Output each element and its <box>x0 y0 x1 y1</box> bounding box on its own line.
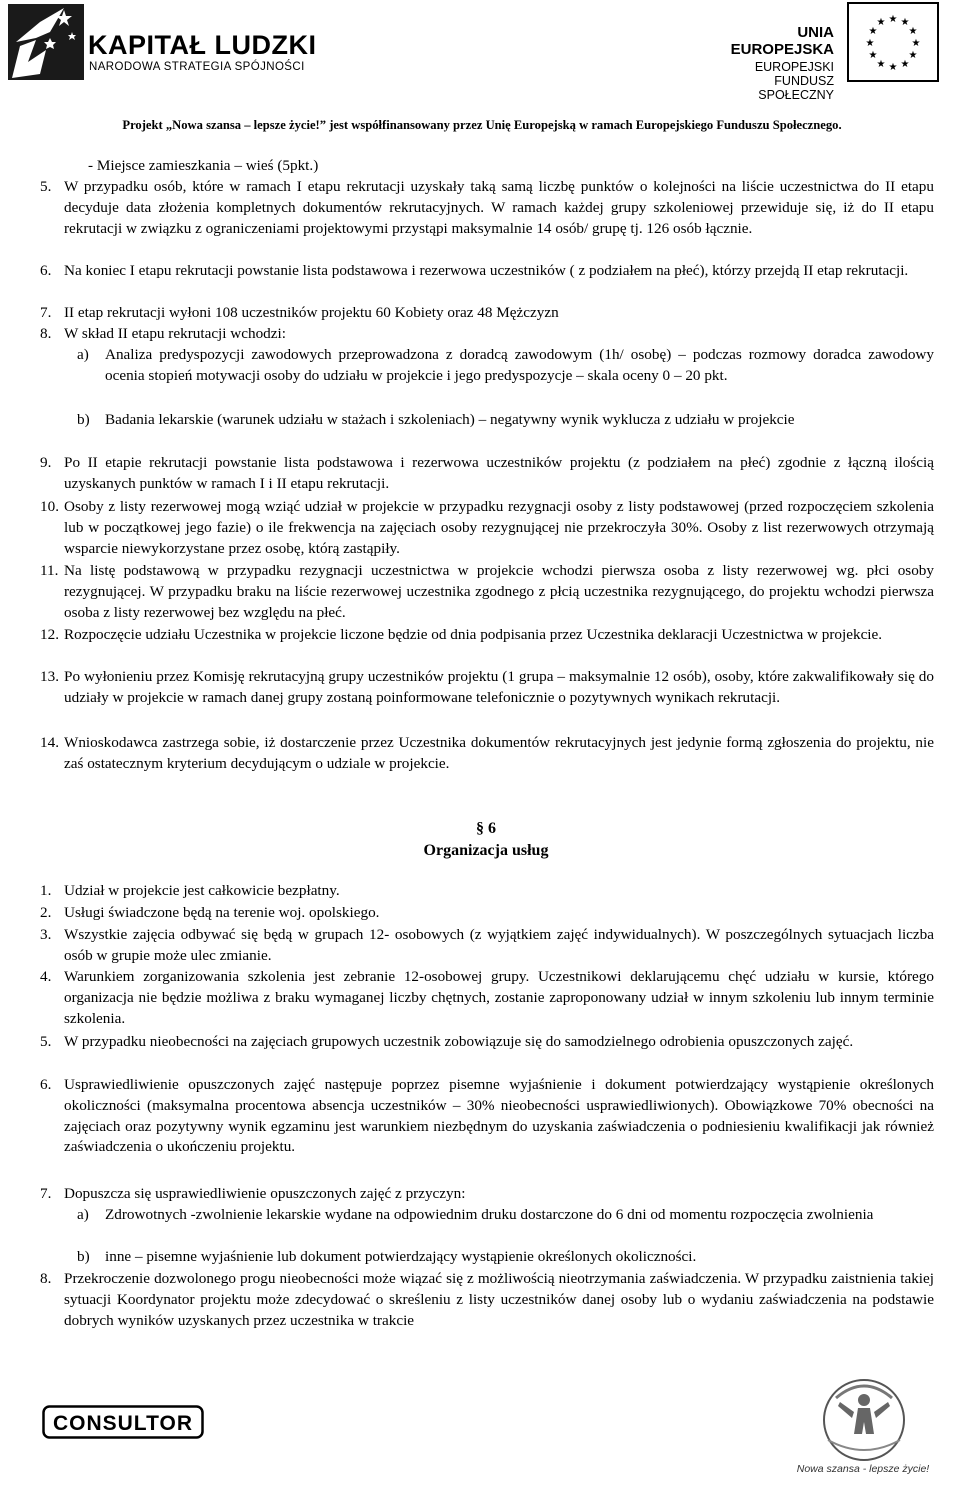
page-header <box>0 0 960 132</box>
s6-item-7a-text: Zdrowotnych -zwolnienie lekarskie wydane na odpowiednim druku dostarczone do 6 dni od momentu rozpoczęcia zwolnienia <box>105 1206 874 1223</box>
section-number: § 6 <box>476 820 496 837</box>
item-13-text: Po wyłonieniu przez Komisję rekrutacyjną grupy uczestników projektu (1 grupa – maksymalnie 12 osób), osoby, które zakwalifikowały się do udziały w projekcie w ramach danej grupy zostaną poinformowane telefonicznie o pozytywnych wynikach rekrutacji. <box>64 668 934 706</box>
item-number: 10. <box>40 498 59 515</box>
svg-text:★: ★ <box>908 50 918 61</box>
svg-text:★: ★ <box>865 38 875 49</box>
svg-text:★: ★ <box>868 26 878 37</box>
s6-item-1-text: Udział w projekcie jest całkowicie bezpłatny. <box>64 882 340 899</box>
svg-text:★: ★ <box>900 17 910 28</box>
item-number: 5. <box>40 178 52 195</box>
svg-text:Nowa szansa - lepsze życie!: Nowa szansa - lepsze życie! <box>796 1463 930 1475</box>
ue-line-1: UNIA EUROPEJSKA <box>730 24 834 58</box>
item-number: 4. <box>40 968 52 985</box>
nowa-szansa-logo <box>788 1368 938 1480</box>
item-number: 6. <box>40 262 52 279</box>
subitem-letter: a) <box>77 1206 89 1223</box>
ue-line-3: FUNDUSZ SPOŁECZNY <box>758 74 834 102</box>
s6-item-7b-text: inne – pisemne wyjaśnienie lub dokument potwierdzający wystąpienie określonych okoliczności. <box>105 1248 697 1265</box>
s6-item-7-text: Dopuszcza się usprawiedliwienie opuszczonych zajęć z przyczyn: <box>64 1185 466 1202</box>
item-9-text: Po II etapie rekrutacji powstanie lista podstawowa i rezerwowa uczestników projektu (z podziałem na płeć) zgodnie z łączną ilością uzyskanych punktów w ramach I i II etapu rekrutacji. <box>64 454 934 492</box>
item-8a-text: Analiza predyspozycji zawodowych przeprowadzona z doradcą zawodowym (1h/ osobę) – podczas rozmowy doradca zawodowy ocenia stopień motywacji osoby do udziału w projekcie i jego predyspozycje – skala oceny 0 – 20 pkt. <box>105 346 934 384</box>
s6-item-2-text: Usługi świadczone będą na terenie woj. opolskiego. <box>64 904 380 921</box>
s6-item-5-text: W przypadku nieobecności na zajęciach grupowych uczestnik zobowiązuje się do samodzielnego odrobienia opuszczonych zajęć. <box>64 1033 854 1050</box>
subitem-letter: b) <box>77 411 90 428</box>
svg-text:★: ★ <box>908 26 918 37</box>
item-8-text: W skład II etapu rekrutacji wchodzi: <box>64 325 286 342</box>
item-5-text: W przypadku osób, które w ramach I etapu rekrutacji uzyskały taką samą liczbę punktów o kolejności na liście uczestnictwa do II etapu decyduje data złożenia kompletnych dokumentów rekrutacyjnych. W ramach każdej grupy szkoleniowej przewiduje się, iż do II etapu rekrutacji w związku z ograniczeniami projektowymi przystąpi maksymalnie 14 osób/ grupę tj. 126 osób łącznie. <box>64 178 934 237</box>
item-number: 6. <box>40 1076 52 1093</box>
item-number: 7. <box>40 1185 52 1202</box>
kl-subtitle: NARODOWA STRATEGIA SPÓJNOŚCI <box>89 61 305 73</box>
item-number: 2. <box>40 904 52 921</box>
svg-text:★: ★ <box>888 62 898 73</box>
item-number: 9. <box>40 454 52 471</box>
ue-line-2: EUROPEJSKI <box>754 60 834 74</box>
eu-flag-icon <box>847 2 939 82</box>
item-number: 8. <box>40 1270 52 1287</box>
consultor-logo <box>42 1405 204 1439</box>
item-7-text: II etap rekrutacji wyłoni 108 uczestników projektu 60 Kobiety oraz 48 Mężczyzn <box>64 304 559 321</box>
subitem-letter: b) <box>77 1248 90 1265</box>
project-cofinancing-line: Projekt „Nowa szansa – lepsze życie!” jest współfinansowany przez Unię Europejską w ramach Europejskiego Funduszu Społecznego. <box>122 118 842 132</box>
item-6-text: Na koniec I etapu rekrutacji powstanie lista podstawowa i rezerwowa uczestników ( z podziałem na płeć), którzy przejdą II etap rekrutacji. <box>64 262 909 279</box>
s6-item-3-text: Wszystkie zajęcia odbywać się będą w grupach 12- osobowych (z wyjątkiem zajęć indywidualnych). W poszczególnych sytuacjach liczba osób w grupie może ulec zmianie. <box>64 926 934 964</box>
item-number: 7. <box>40 304 52 321</box>
s6-item-8-text: Przekroczenie dozwolonego progu nieobecności może wiązać się z możliwością nieotrzymania zaświadczenia. W przypadku zaistnienia takiej sytuacji Koordynator projektu może zdecydować o skreśleniu z listy uczestników danej osoby lub o wydaniu zaświadczenia na podstawie dobrych wyników uzyskanych przez uczestnika w trakcie <box>64 1270 934 1329</box>
item-number: 1. <box>40 882 52 899</box>
item-place-of-residence: - Miejsce zamieszkania – wieś (5pkt.) <box>88 157 319 174</box>
subitem-letter: a) <box>77 346 89 363</box>
item-12-text: Rozpoczęcie udziału Uczestnika w projekcie liczone będzie od dnia podpisania przez Uczestnika deklaracji Uczestnictwa w projekcie. <box>64 626 883 643</box>
item-number: 13. <box>40 668 59 685</box>
item-number: 14. <box>40 734 59 751</box>
item-number: 11. <box>40 562 59 579</box>
item-8b-text: Badania lekarskie (warunek udziału w stażach i szkoleniach) – negatywny wynik wyklucza z udziału w projekcie <box>105 411 795 428</box>
item-number: 3. <box>40 926 52 943</box>
kl-title: KAPITAŁ LUDZKI <box>88 30 317 60</box>
svg-text:CONSULTOR: CONSULTOR <box>52 1412 194 1435</box>
svg-text:★: ★ <box>911 38 921 49</box>
ue-text <box>700 24 834 102</box>
svg-text:★: ★ <box>876 59 886 70</box>
item-number: 12. <box>40 626 59 643</box>
item-10-text: Osoby z listy rezerwowej mogą wziąć udział w projekcie w przypadku rezygnacji osoby z listy podstawowej (przed rozpoczęciem szkolenia lub w początkowej jego fazie) o ile frekwencja na zajęciach osoby rezygnującej nie przekroczyła 30%. Osoby z list rezerwowych otrzymają wsparcie niewykorzystane przez osobę, którą zastąpiły. <box>64 498 934 557</box>
section-title: Organizacja usług <box>423 842 549 859</box>
svg-text:★: ★ <box>868 50 878 61</box>
item-number: 8. <box>40 325 52 342</box>
svg-text:★: ★ <box>888 14 898 25</box>
item-number: 5. <box>40 1033 52 1050</box>
svg-text:★: ★ <box>900 59 910 70</box>
item-14-text: Wnioskodawca zastrzega sobie, iż dostarczenie przez Uczestnika dokumentów rekrutacyjnych jest jedynie formą zgłoszenia do projektu, nie zaś ostatecznym kryterium decydującym o udziale w projekcie. <box>64 734 934 772</box>
s6-item-6-text: Usprawiedliwienie opuszczonych zajęć następuje poprzez pisemne wyjaśnienie i dokument potwierdzający wystąpienie określonych okoliczności (maksymalna procentowa absencja uczestników – 30% nieobecności usprawiedliwionych). Obowiązkowe 70% obecności na zajęciach oraz pozytywny wynik egzaminu jest warunkiem niezbędnym do uzyskania zaświadczenia o podniesieniu kwalifikacji jak również zaświadczenia o ukończeniu projektu. <box>64 1076 934 1156</box>
s6-item-4-text: Warunkiem zorganizowania szkolenia jest zebranie 12-osobowej grupy. Uczestnikowi deklarującemu chęć udziału w kursie, którego organizacja nie będzie możliwa z braku wymaganej liczby chętnych, zostanie zaproponowany udział w innym szkoleniu lub innym terminie szkolenia. <box>64 968 934 1027</box>
item-11-text: Na listę podstawową w przypadku rezygnacji uczestnictwa w projekcie wchodzi pierwsza osoba z listy rezerwowej wg. płci osoby rezygnującej. W przypadku braku na liście rezerwowej uczestnika zgodnego z płcią uczestnika rezygnującego, do projektu wchodzi pierwsza osoba z listy rezerwowej bez względu na płeć. <box>64 562 934 621</box>
svg-text:★: ★ <box>876 17 886 28</box>
